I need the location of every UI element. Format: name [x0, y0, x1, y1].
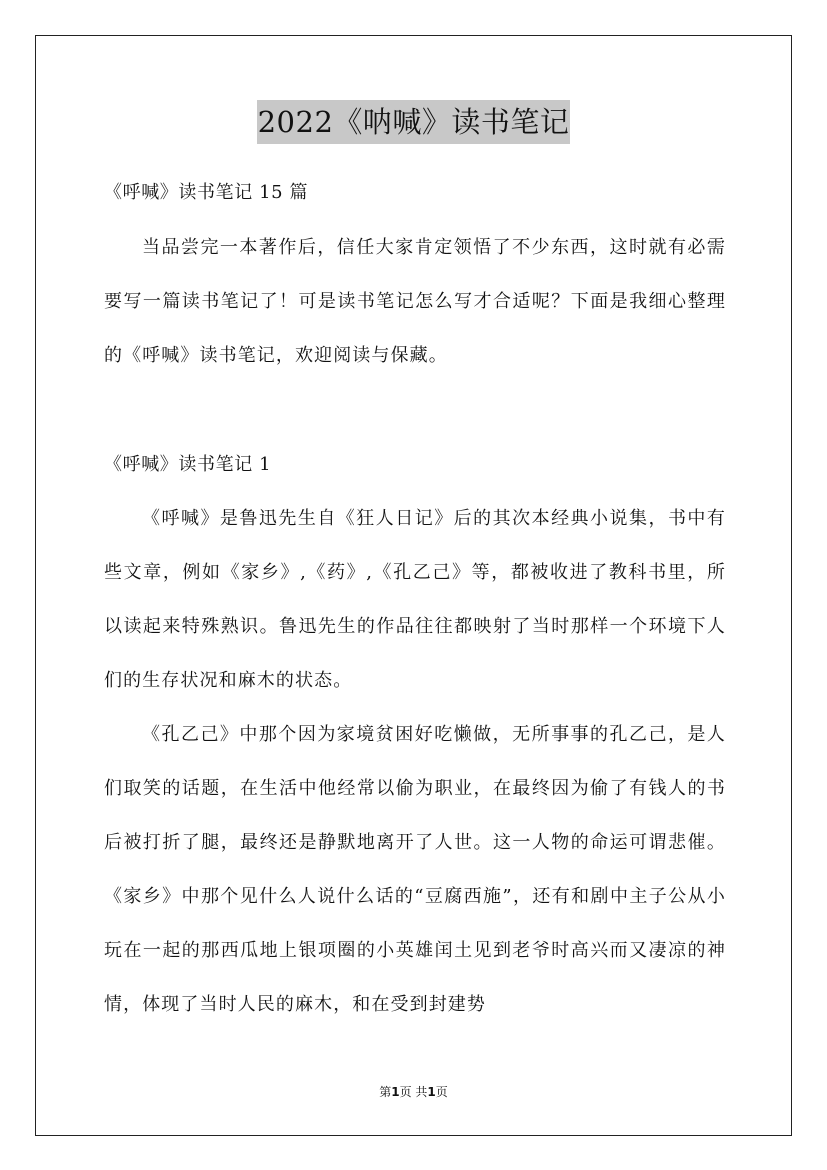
section-heading: 《呼喊》读书笔记 1 — [104, 454, 272, 475]
footer-page-middle: 页 共 — [399, 1085, 428, 1099]
footer-page-suffix: 页 — [435, 1085, 448, 1099]
footer-page-total: 1 — [427, 1085, 436, 1099]
footer-page-prefix: 第 — [379, 1085, 392, 1099]
document-title-container — [0, 100, 827, 144]
footer-page-current: 1 — [391, 1085, 400, 1099]
document-title: 2022《呐喊》读书笔记 — [257, 100, 571, 144]
page-footer — [0, 1084, 827, 1100]
body-paragraph-2: 《孔乙己》中那个因为家境贫困好吃懒做，无所事事的孔乙己，是人们取笑的话题，在生活中他经常以偷为职业，在最终因为偷了有钱人的书后被打折了腿，最终还是静默地离开了人世。这一人物的命运可谓悲催。《家乡》中那个见什么人说什么话的“豆腐西施”，还有和剧中主子公从小玩在一起的那西瓜地上银项圈的小英雄闰土见到老爷时高兴而又凄凉的神情，体现了当时人民的麻木，和在受到封建势 — [104, 724, 726, 1015]
body-paragraph-1: 《呼喊》是鲁迅先生自《狂人日记》后的其次本经典小说集，书中有些文章，例如《家乡》,《药》,《孔乙己》等，都被收进了教科书里，所以读起来特殊熟识。鲁迅先生的作品往往都映射了当时那样一个环境下人们的生存状况和麻木的状态。 — [104, 508, 726, 691]
intro-paragraph: 当品尝完一本著作后，信任大家肯定领悟了不少东西，这时就有必需要写一篇读书笔记了！可是读书笔记怎么写才合适呢？下面是我细心整理的《呼喊》读书笔记，欢迎阅读与保藏。 — [104, 237, 726, 366]
document-subtitle: 《呼喊》读书笔记 15 篇 — [104, 182, 309, 203]
